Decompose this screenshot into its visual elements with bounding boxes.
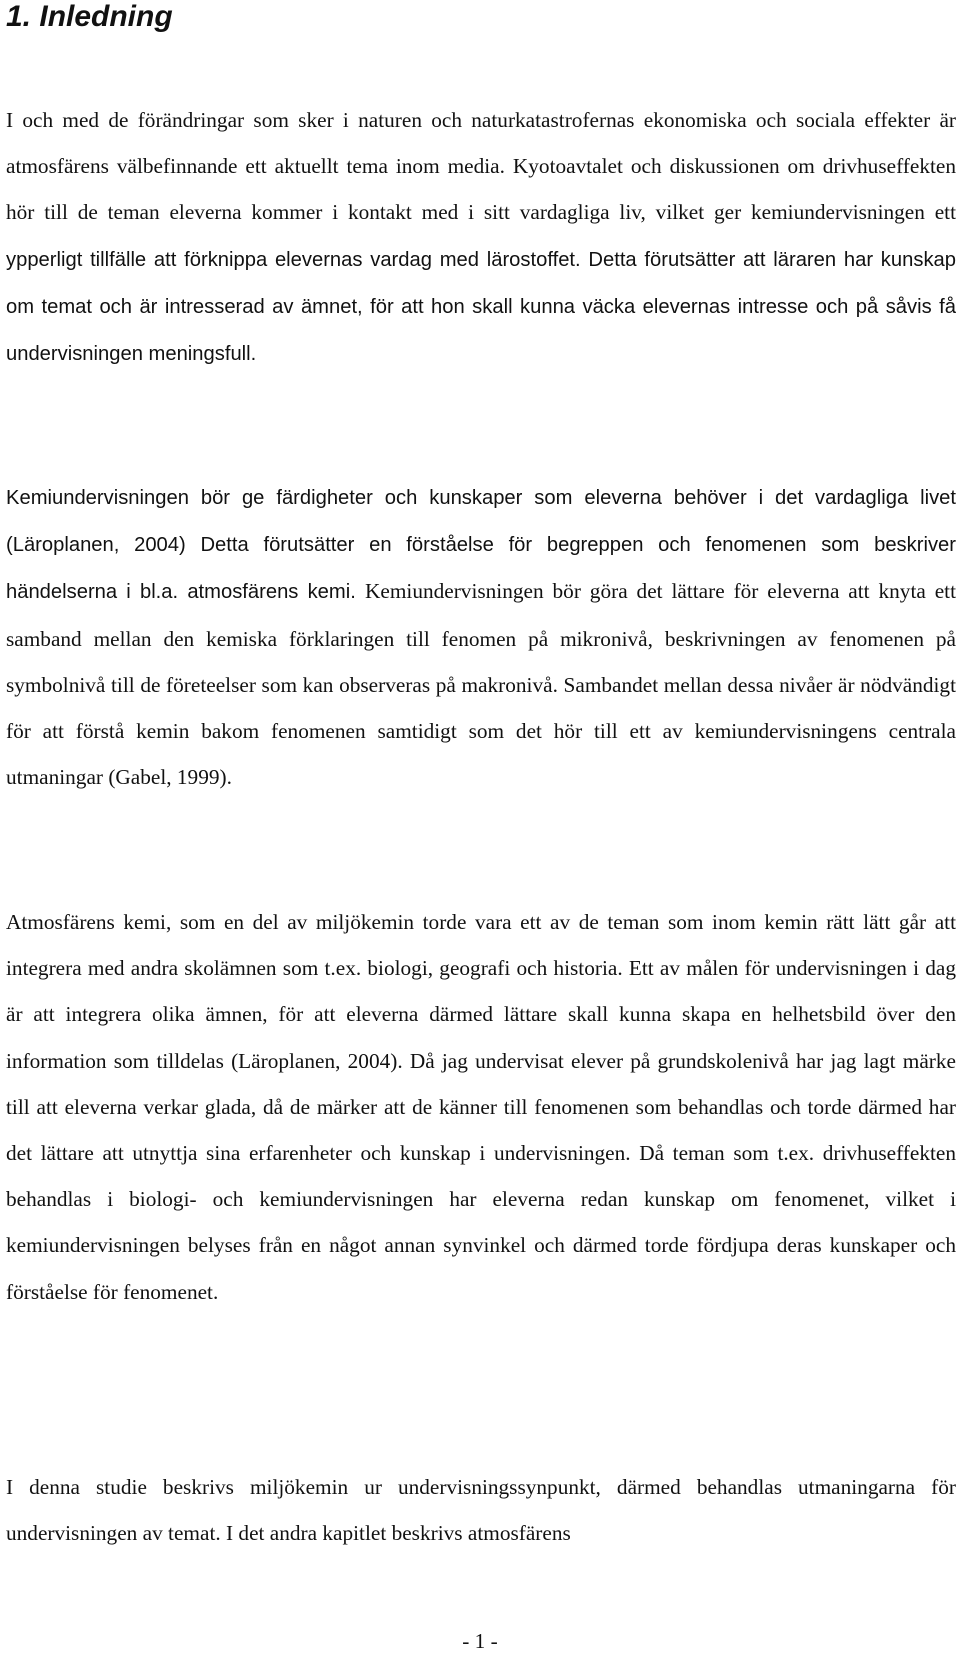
- paragraph-text: Atmosfärens kemi, som en del av miljökemin torde vara ett av de teman som inom kemin rätt lätt går att integrera med andra skolämnen som t.ex. biologi, geografi och historia. Ett av målen för undervisningen i dag är att integrera olika ämnen, för att eleverna därmed lättare skall kunna skapa en helhetsbild över den information som tilldelas (Läroplanen, 2004). Då jag undervisat elever på grundskolenivå har jag lagt märke till att eleverna verkar glada, då de märker att de känner till fenomenen som behandlas och torde därmed har det lättare att utnyttja sina erfarenheter och kunskap i undervisningen. Då teman som t.ex. drivhuseffekten behandlas i biologi- och kemiundervisningen har eleverna redan kunskap om fenomenet, vilket i kemiundervisningen belyses från en något annan synvinkel och därmed torde fördjupa deras kunskaper och förståelse för fenomenet.: [6, 910, 956, 1304]
- paragraph-chemistry-teaching: [6, 474, 956, 800]
- paragraph-introduction: [6, 97, 956, 377]
- paragraph-text-serif: Kemiundervisningen bör göra det lättare för eleverna att knyta ett samband mellan den kemiska förklaringen till fenomen på mikronivå, beskrivningen av fenomenen på symbolnivå till de företeelser som kan observeras på makronivå. Sambandet mellan dessa nivåer är nödvändigt för att förstå kemin bakom fenomenen samtidigt som det hör till ett av kemiundervisningens centrala utmaningar (Gabel, 1999).: [6, 579, 956, 790]
- section-heading: 1. Inledning: [6, 0, 173, 33]
- page-number: - 1 -: [462, 1629, 498, 1653]
- paragraph-text-sans: ypperligt tillfälle att förknippa elevernas vardag med lärostoffet. Detta förutsätter att läraren har kunskap om temat och är intresserad av ämnet, för att hon skall kunna väcka elevernas intresse och på såvis få undervisningen meningsfull.: [6, 248, 956, 366]
- paragraph-atmospheric-chemistry: [6, 899, 956, 1315]
- paragraph-text: I denna studie beskrivs miljökemin ur undervisningssynpunkt, därmed behandlas utmaningarna för undervisningen av temat. I det andra kapitlet beskrivs atmosfärens: [6, 1475, 956, 1546]
- paragraph-text-serif: I och med de förändringar som sker i naturen och naturkatastrofernas ekonomiska och sociala effekter är atmosfärens välbefinnande ett aktuellt tema inom media. Kyotoavtalet och diskussionen om drivhuseffekten hör till de teman eleverna kommer i kontakt med i sitt vardagliga liv, vilket ger kemiundervisningen ett: [6, 108, 956, 225]
- paragraph-study-outline: [6, 1464, 956, 1556]
- paragraph-text-sans: Kemiundervisningen bör ge färdigheter och kunskaper som eleverna behöver i det vardagliga livet (Läroplanen, 2004) Detta förutsätter en förståelse för begreppen och fenomenen som beskriver händelserna i bl.a. atmosfärens kemi.: [6, 487, 956, 604]
